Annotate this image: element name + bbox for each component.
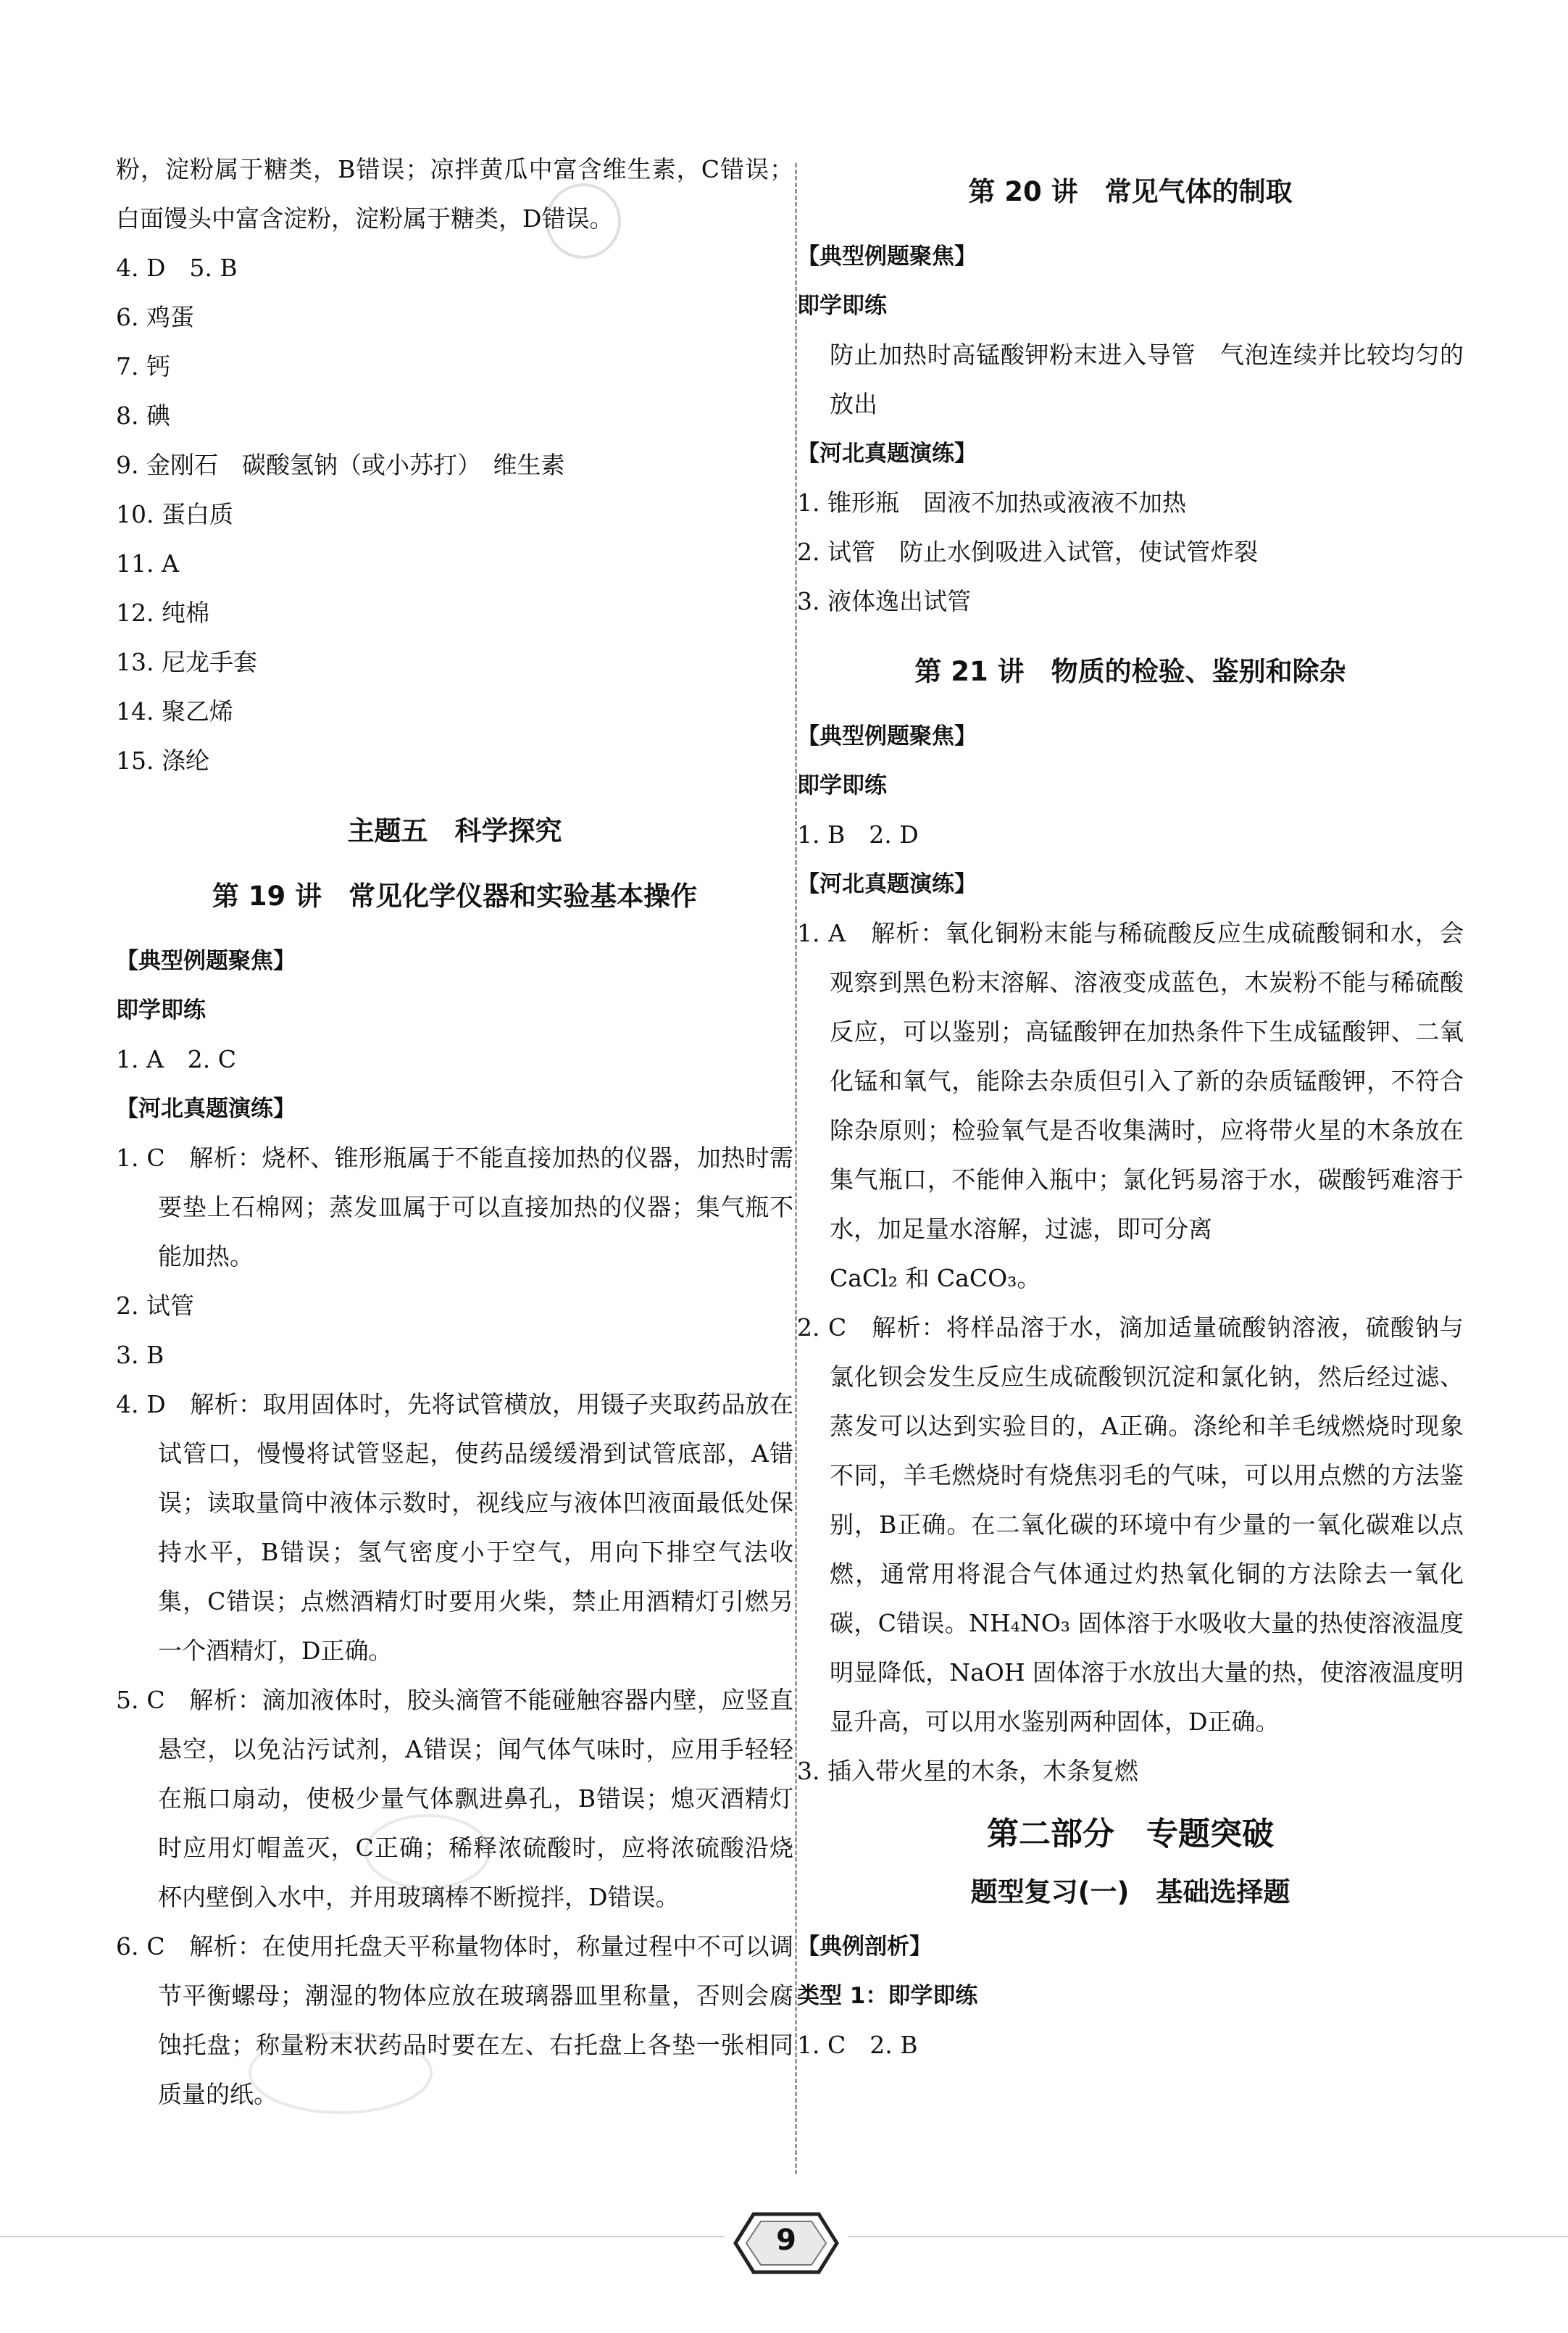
answer-item: 1. C 2. B xyxy=(797,2031,918,2059)
answer-item: 3. 液体逸出试管 xyxy=(797,587,971,615)
answer-item: 2. 试管 xyxy=(116,1292,194,1320)
answer-item: 1. B 2. D xyxy=(797,820,919,849)
answer-item: 7. 钙 xyxy=(116,352,170,380)
answer-item: 4. D 5. B xyxy=(116,254,238,282)
question-21-2-analysis: 2. C 解析：将样品溶于水，滴加适量硫酸钠溶液，硫酸钠与氯化钡会发生反应生成硫酸钡沉淀和氯化钠，然后经过滤、蒸发可以达到实验目的，A正确。涤纶和羊毛绒燃烧时现象不同，羊毛燃烧时有烧焦羽毛的气味，可以用点燃的方法鉴别，B正确。在二氧化碳的环境中有少量的一氧化碳难以点燃，通常用将混合气体通过灼热氧化铜的方法除去一氧化碳，C错误。NH₄NO₃ 固体溶于水吸收大量的热使溶液温度明显降低，NaOH 固体溶于水放出大量的热，使溶液温度明显升高，可以用水鉴别两种固体，D正确。 xyxy=(797,1313,1464,1736)
answer-item: 14. 聚乙烯 xyxy=(116,697,233,725)
watermark-stamp xyxy=(246,2029,435,2116)
answer-item: 9. 金刚石 碳酸氢钠（或小苏打） 维生素 xyxy=(116,451,565,479)
watermark-stamp xyxy=(543,181,623,261)
question-1-analysis: 1. C 解析：烧杯、锥形瓶属于不能直接加热的仪器，加热时需要垫上石棉网；蒸发皿属于可以直接加热的仪器；集气瓶不能加热。 xyxy=(116,1144,793,1271)
practice-label: 即学即练 xyxy=(797,773,887,799)
answer-item: 15. 涤纶 xyxy=(116,747,209,775)
question-5-analysis: 5. C 解析：滴加液体时，胶头滴管不能碰触容器内壁，应竖直悬空，以免沾污试剂，A错误；闻气体气味时，应用手轻轻在瓶口扇动，使极少量气体飘进鼻孔，B错误；熄灭酒精灯时应用灯帽盖灭，C正确；稀释浓硫酸时，应将浓硫酸沿烧杯内壁倒入水中，并用玻璃棒不断搅拌，D错误。 xyxy=(116,1686,793,1911)
answer-item: 12. 纯棉 xyxy=(116,599,209,627)
question-21-1-tail: CaCl₂ 和 CaCO₃。 xyxy=(830,1264,1041,1292)
theme-heading: 主题五 科学探究 xyxy=(347,815,562,847)
page-number-badge xyxy=(732,2211,841,2276)
page-number: 9 xyxy=(776,2224,796,2257)
lecture-21-heading: 第 21 讲 物质的检验、鉴别和除杂 xyxy=(914,656,1346,687)
question-6-analysis: 6. C 解析：在使用托盘天平称量物体时，称量过程中不可以调节平衡螺母；潮湿的物体应放在玻璃器皿里称量，否则会腐蚀托盘；称量粉末状药品时要在左、右托盘上各垫一张相同质量的纸。 xyxy=(116,1932,793,2108)
answer-item: 10. 蛋白质 xyxy=(116,500,233,528)
hebei-exam-tag: 【河北真题演练】 xyxy=(797,441,977,467)
answer-item: 2. 试管 防止水倒吸进入试管，使试管炸裂 xyxy=(797,538,1258,566)
answer-item: 6. 鸡蛋 xyxy=(116,303,194,331)
answer-item: 8. 碘 xyxy=(116,402,170,430)
example-analysis-tag: 【典例剖析】 xyxy=(797,1934,932,1960)
practice-answer: 防止加热时高锰酸钾粉末进入导管 气泡连续并比较均匀的放出 xyxy=(830,341,1464,418)
hebei-exam-tag: 【河北真题演练】 xyxy=(797,871,977,897)
lecture-20-heading: 第 20 讲 常见气体的制取 xyxy=(968,176,1293,207)
answer-item: 1. 锥形瓶 固液不加热或液液不加热 xyxy=(797,488,1186,517)
typical-example-tag: 【典型例题聚焦】 xyxy=(116,948,296,974)
typical-example-tag: 【典型例题聚焦】 xyxy=(797,244,977,270)
watermark-stamp xyxy=(362,1812,493,1892)
question-21-1-analysis: 1. A 解析：氧化铜粉末能与稀硫酸反应生成硫酸铜和水，会观察到黑色粉末溶解、溶液变成蓝色，木炭粉不能与稀硫酸反应，可以鉴别；高锰酸钾在加热条件下生成锰酸钾、二氧化锰和氧气，能除去杂质但引入了新的杂质锰酸钾，不符合除杂原则；检验氧气是否收集满时，应将带火星的木条放在集气瓶口，不能伸入瓶中；氯化钙易溶于水，碳酸钙难溶于水，加足量水溶解，过滤，即可分离 xyxy=(797,919,1464,1243)
answer-item: 1. A 2. C xyxy=(116,1045,237,1073)
right-column xyxy=(797,145,1464,2070)
answer-item: 3. 插入带火星的木条，木条复燃 xyxy=(797,1757,1138,1785)
answer-item: 11. A xyxy=(116,549,179,578)
answer-item: 3. B xyxy=(116,1341,164,1369)
continued-paragraph: 粉，淀粉属于糖类，B错误；凉拌黄瓜中富含维生素，C错误；白面馒头中富含淀粉，淀粉属于糖类，D错误。 xyxy=(116,155,793,233)
footer-rule xyxy=(848,2236,1568,2237)
hebei-exam-tag: 【河北真题演练】 xyxy=(116,1096,296,1122)
lecture-19-heading: 第 19 讲 常见化学仪器和实验基本操作 xyxy=(212,881,698,912)
answer-item: 13. 尼龙手套 xyxy=(116,648,257,676)
question-4-analysis: 4. D 解析：取用固体时，先将试管横放，用镊子夹取药品放在试管口，慢慢将试管竖起，使药品缓缓滑到试管底部，A错误；读取量筒中液体示数时，视线应与液体凹液面最低处保持水平，B错误；氢气密度小于空气，用向下排空气法收集，C错误；点燃酒精灯时要用火柴，禁止用酒精灯引燃另一个酒精灯，D正确。 xyxy=(116,1390,793,1665)
practice-label: 即学即练 xyxy=(116,997,206,1023)
review-one-heading: 题型复习(一) 基础选择题 xyxy=(970,1876,1290,1908)
practice-label: 即学即练 xyxy=(797,293,887,319)
part-two-heading: 第二部分 专题突破 xyxy=(987,1816,1274,1852)
footer-rule xyxy=(0,2236,725,2237)
type-1-label: 类型 1：即学即练 xyxy=(797,1983,978,2009)
typical-example-tag: 【典型例题聚焦】 xyxy=(797,723,977,749)
